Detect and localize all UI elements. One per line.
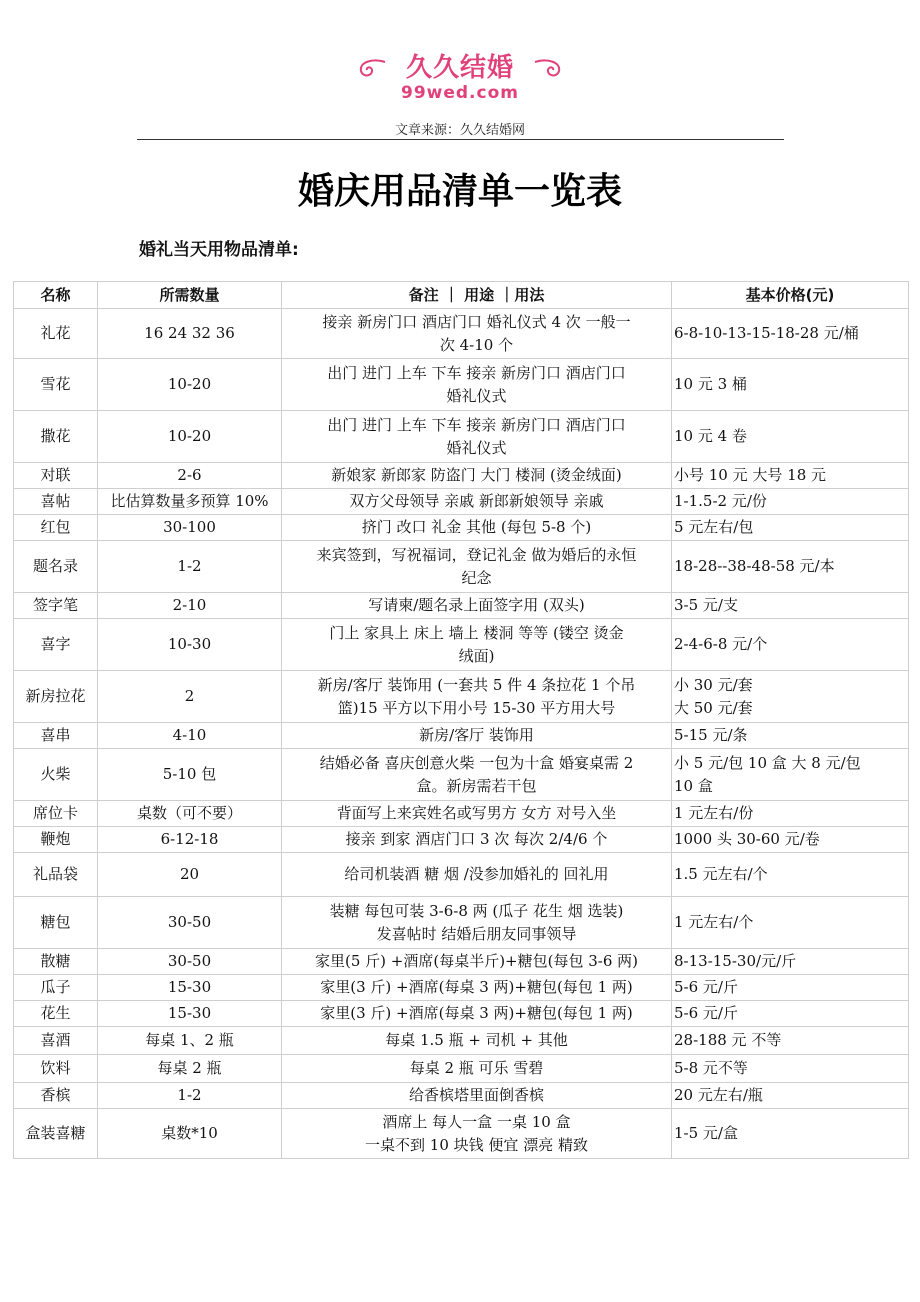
price-line: 1-5 元/盒 [674,1124,738,1142]
table-row [14,593,909,619]
item-name: 瓜子 [14,975,98,1001]
item-quantity: 5-10 包 [98,749,282,801]
note-line: 盒。新房需若干包 [416,776,537,795]
item-price [672,541,909,593]
note-line: 婚礼仪式 [446,386,507,405]
item-name: 盒装喜糖 [14,1109,98,1159]
note-line: 篮)15 平方以下用小号 15-30 平方用大号 [337,698,616,717]
note-line: 新娘家 新郎家 防盗门 大门 楼洞 (烫金绒面) [331,466,622,484]
item-name: 喜串 [14,723,98,749]
article-source: 文章来源：久久结婚网 [394,123,525,138]
note-line: 装糖 每包可装 3-6-8 两 (瓜子 花生 烟 选装) [329,901,624,920]
item-name: 饮料 [14,1055,98,1083]
price-line: 1.5 元左右/个 [674,865,768,883]
item-notes [282,463,672,489]
item-name: 对联 [14,463,98,489]
note-line: 双方父母领导 亲戚 新郎新娘领导 亲戚 [349,492,604,510]
price-line: 10 元 3 桶 [674,375,747,393]
table-row [14,1109,909,1159]
item-quantity: 15-30 [98,1001,282,1027]
note-line: 挤门 改口 礼金 其他 (每包 5-8 个) [361,518,592,536]
item-quantity: 30-100 [98,515,282,541]
item-name: 鞭炮 [14,827,98,853]
item-price [672,1109,909,1159]
item-notes [282,593,672,619]
note-line: 接亲 新房门口 酒店门口 婚礼仪式 4 次 一般一 [322,312,631,331]
item-name: 席位卡 [14,801,98,827]
table-row [14,359,909,411]
item-price [672,1083,909,1109]
item-name: 火柴 [14,749,98,801]
price-line: 1-1.5-2 元/份 [674,492,767,510]
header-notes: 备注 ｜ 用途 ｜用法 [282,282,672,309]
swirl-ornament-right-icon [531,58,565,80]
wedding-supplies-table [13,281,909,1159]
item-name: 糖包 [14,897,98,949]
item-quantity: 桌数（可不要） [98,801,282,827]
price-line: 18-28--38-48-58 元/本 [674,557,835,575]
table-row [14,309,909,359]
table-row [14,853,909,897]
item-price [672,1001,909,1027]
price-line: 5 元左右/包 [674,518,754,536]
note-line: 接亲 到家 酒店门口 3 次 每次 2/4/6 个 [345,830,608,848]
section-subtitle: 婚礼当天用物品清单: [139,240,299,260]
item-notes [282,359,672,411]
price-line: 小 30 元/套 [674,675,753,694]
item-price [672,671,909,723]
item-name: 喜字 [14,619,98,671]
item-name: 签字笔 [14,593,98,619]
price-line: 小 5 元/包 10 盒 大 8 元/包 [674,753,861,772]
note-line: 新房/客厅 装饰用 [419,726,534,744]
item-quantity: 10-20 [98,359,282,411]
note-line: 新房/客厅 装饰用 (一套共 5 件 4 条拉花 1 个吊 [317,675,636,694]
table-row [14,515,909,541]
note-line: 酒席上 每人一盒 一桌 10 盒 [382,1112,571,1131]
item-notes [282,1027,672,1055]
brand-domain: 99wed.com [401,83,519,103]
table-row [14,975,909,1001]
table-row [14,1083,909,1109]
item-notes [282,309,672,359]
supplies-table-container [13,281,908,1159]
item-quantity: 1-2 [98,1083,282,1109]
note-line: 次 4-10 个 [439,335,514,354]
table-row [14,749,909,801]
note-line: 家里(5 斤) +酒席(每桌半斤)+糖包(每包 3-6 两) [314,952,639,970]
item-price [672,949,909,975]
price-line: 3-5 元/支 [674,596,738,614]
item-name: 散糖 [14,949,98,975]
item-price [672,619,909,671]
table-row [14,1055,909,1083]
item-price [672,309,909,359]
item-quantity: 4-10 [98,723,282,749]
item-price [672,1055,909,1083]
item-name: 雪花 [14,359,98,411]
table-row [14,671,909,723]
swirl-ornament-left-icon [355,58,389,80]
header-price: 基本价格(元) [672,282,909,309]
table-row [14,1027,909,1055]
price-line: 6-8-10-13-15-18-28 元/桶 [674,324,859,342]
price-line: 2-4-6-8 元/个 [674,635,768,653]
table-row [14,723,909,749]
table-row [14,411,909,463]
item-notes [282,671,672,723]
brand-logo [355,52,565,104]
item-quantity: 30-50 [98,949,282,975]
item-notes [282,975,672,1001]
item-quantity: 2-10 [98,593,282,619]
brand-name: 久久结婚 [405,53,514,83]
item-price [672,749,909,801]
price-line: 28-188 元 不等 [674,1031,782,1049]
table-row [14,827,909,853]
table-row [14,1001,909,1027]
item-name: 红包 [14,515,98,541]
note-line: 婚礼仪式 [446,438,507,457]
item-notes [282,949,672,975]
item-price [672,723,909,749]
note-line: 给司机装酒 糖 烟 /没参加婚礼的 回礼用 [344,865,609,883]
item-quantity: 20 [98,853,282,897]
item-quantity: 16 24 32 36 [98,309,282,359]
header-quantity: 所需数量 [98,282,282,309]
header-name: 名称 [14,282,98,309]
item-price [672,897,909,949]
item-notes [282,489,672,515]
item-notes [282,897,672,949]
note-line: 发喜帖时 结婚后朋友同事领导 [376,924,577,943]
item-name: 香槟 [14,1083,98,1109]
item-price [672,463,909,489]
item-quantity: 10-20 [98,411,282,463]
note-line: 出门 进门 上车 下车 接亲 新房门口 酒店门口 [327,415,626,434]
item-notes [282,723,672,749]
item-name: 新房拉花 [14,671,98,723]
item-notes [282,515,672,541]
item-notes [282,1055,672,1083]
table-row [14,897,909,949]
table-row [14,541,909,593]
price-line: 1 元左右/个 [674,913,754,931]
header-divider [137,139,784,140]
price-line: 1000 头 30-60 元/卷 [674,830,820,848]
item-name: 题名录 [14,541,98,593]
item-quantity: 2 [98,671,282,723]
price-line: 10 元 4 卷 [674,427,747,445]
price-line: 5-6 元/斤 [674,978,738,996]
price-line: 8-13-15-30/元/斤 [674,952,797,970]
item-quantity: 1-2 [98,541,282,593]
table-row [14,489,909,515]
item-quantity: 2-6 [98,463,282,489]
price-line: 5-8 元不等 [674,1059,748,1077]
note-line: 每桌 2 瓶 可乐 雪碧 [409,1059,544,1077]
page-title: 婚庆用品清单一览表 [297,171,622,212]
note-line: 纪念 [461,568,492,587]
price-line: 大 50 元/套 [674,698,753,717]
item-name: 花生 [14,1001,98,1027]
item-notes [282,827,672,853]
item-quantity: 15-30 [98,975,282,1001]
price-line: 5-15 元/条 [674,726,748,744]
item-quantity: 10-30 [98,619,282,671]
price-line: 1 元左右/份 [674,804,754,822]
price-line: 5-6 元/斤 [674,1004,738,1022]
table-row [14,949,909,975]
item-price [672,359,909,411]
item-notes [282,619,672,671]
note-line: 绒面) [458,646,495,665]
item-price [672,515,909,541]
note-line: 门上 家具上 床上 墙上 楼洞 等等 (镂空 烫金 [329,623,624,642]
item-notes [282,853,672,897]
item-name: 礼花 [14,309,98,359]
item-name: 礼品袋 [14,853,98,897]
item-notes [282,801,672,827]
item-quantity: 6-12-18 [98,827,282,853]
note-line: 一桌不到 10 块钱 便宜 漂亮 精致 [365,1135,588,1154]
item-quantity: 每桌 2 瓶 [98,1055,282,1083]
item-name: 喜帖 [14,489,98,515]
note-line: 结婚必备 喜庆创意火柴 一包为十盒 婚宴桌需 2 [319,753,634,772]
table-row [14,801,909,827]
item-notes [282,411,672,463]
table-header-row [14,282,909,309]
item-quantity: 比估算数量多预算 10% [98,489,282,515]
item-quantity: 30-50 [98,897,282,949]
item-price [672,411,909,463]
table-body [14,309,909,1159]
item-quantity: 桌数*10 [98,1109,282,1159]
item-price [672,489,909,515]
item-price [672,827,909,853]
item-notes [282,1109,672,1159]
item-price [672,1027,909,1055]
item-price [672,853,909,897]
price-line: 小号 10 元 大号 18 元 [674,466,827,484]
price-line: 10 盒 [674,776,713,795]
note-line: 给香槟塔里面倒香槟 [408,1086,544,1104]
note-line: 每桌 1.5 瓶 + 司机 + 其他 [385,1031,568,1049]
note-line: 出门 进门 上车 下车 接亲 新房门口 酒店门口 [327,363,626,382]
item-quantity: 每桌 1、2 瓶 [98,1027,282,1055]
item-price [672,975,909,1001]
note-line: 写请柬/题名录上面签字用 (双头) [368,596,585,614]
item-name: 喜酒 [14,1027,98,1055]
note-line: 家里(3 斤) +酒席(每桌 3 两)+糖包(每包 1 两) [320,978,633,996]
note-line: 来宾签到，写祝福词，登记礼金 做为婚后的永恒 [316,545,637,564]
item-notes [282,749,672,801]
item-notes [282,1083,672,1109]
note-line: 背面写上来宾姓名或写男方 女方 对号入坐 [336,804,617,822]
table-row [14,463,909,489]
item-notes [282,541,672,593]
item-price [672,593,909,619]
note-line: 家里(3 斤) +酒席(每桌 3 两)+糖包(每包 1 两) [320,1004,633,1022]
price-line: 20 元左右/瓶 [674,1086,763,1104]
item-name: 撒花 [14,411,98,463]
table-row [14,619,909,671]
item-notes [282,1001,672,1027]
item-price [672,801,909,827]
